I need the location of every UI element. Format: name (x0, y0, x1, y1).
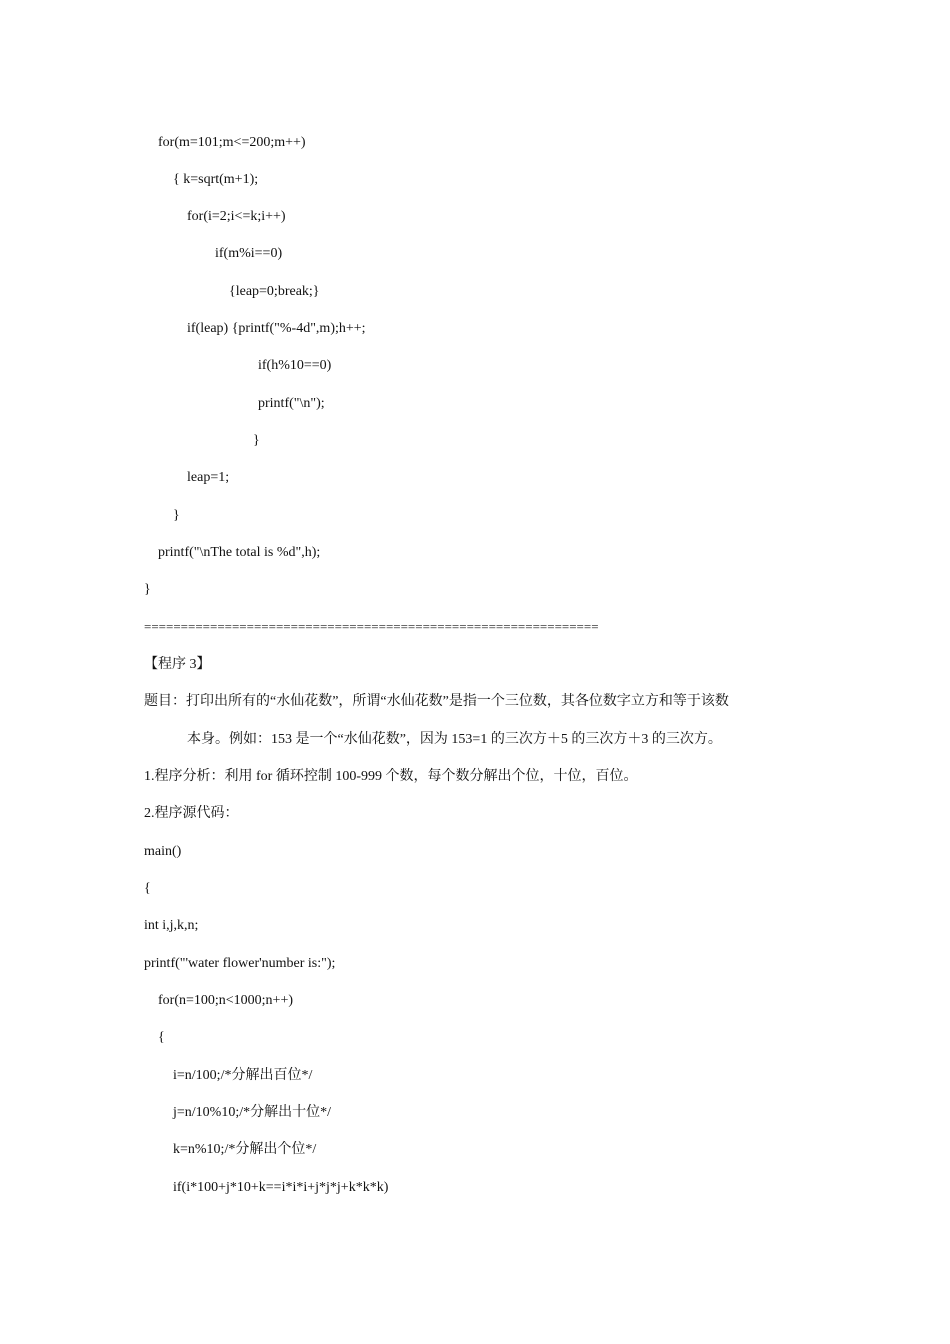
source-label: 2.程序源代码： (144, 806, 239, 821)
code-line: j=n/10%10;/*分解出十位*/ (173, 1105, 332, 1120)
separator-line: ============================================================== (144, 619, 599, 634)
code-line: } (144, 582, 151, 597)
code-line: if(i*100+j*10+k==i*i*i+j*j*j+k*k*k) (173, 1180, 389, 1195)
code-line: { k=sqrt(m+1); (173, 172, 259, 187)
code-line: if(h%10==0) (258, 358, 332, 373)
code-line: main() (144, 844, 182, 859)
code-line: for(i=2;i<=k;i++) (187, 209, 286, 224)
code-line: } (173, 508, 180, 523)
code-line: printf("'water flower'number is:"); (144, 956, 336, 971)
analysis-text: 1.程序分析：利用 for 循环控制 100-999 个数，每个数分解出个位，十位，百位。 (144, 769, 638, 784)
code-line: {leap=0;break;} (229, 284, 320, 299)
code-line: if(leap) {printf("%-4d",m);h++; (187, 321, 366, 336)
code-line: for(n=100;n<1000;n++) (158, 993, 294, 1008)
code-line: for(m=101;m<=200;m++) (158, 135, 306, 150)
problem-text: 题目：打印出所有的“水仙花数”，所谓“水仙花数”是指一个三位数，其各位数字立方和等于该数 (144, 694, 729, 709)
code-line: { (158, 1030, 165, 1045)
problem-text: 本身。例如：153 是一个“水仙花数”，因为 153=1 的三次方＋5 的三次方＋3 的三次方。 (187, 732, 722, 747)
code-line: leap=1; (187, 470, 230, 485)
code-line: i=n/100;/*分解出百位*/ (173, 1068, 313, 1083)
code-line: if(m%i==0) (215, 246, 283, 261)
code-line: int i,j,k,n; (144, 918, 199, 933)
code-line: printf("\n"); (258, 396, 325, 411)
code-line: } (253, 433, 260, 448)
program-heading: 【程序 3】 (144, 657, 211, 672)
code-line: k=n%10;/*分解出个位*/ (173, 1142, 317, 1157)
code-line: { (144, 881, 151, 896)
code-line: printf("\nThe total is %d",h); (158, 545, 321, 560)
